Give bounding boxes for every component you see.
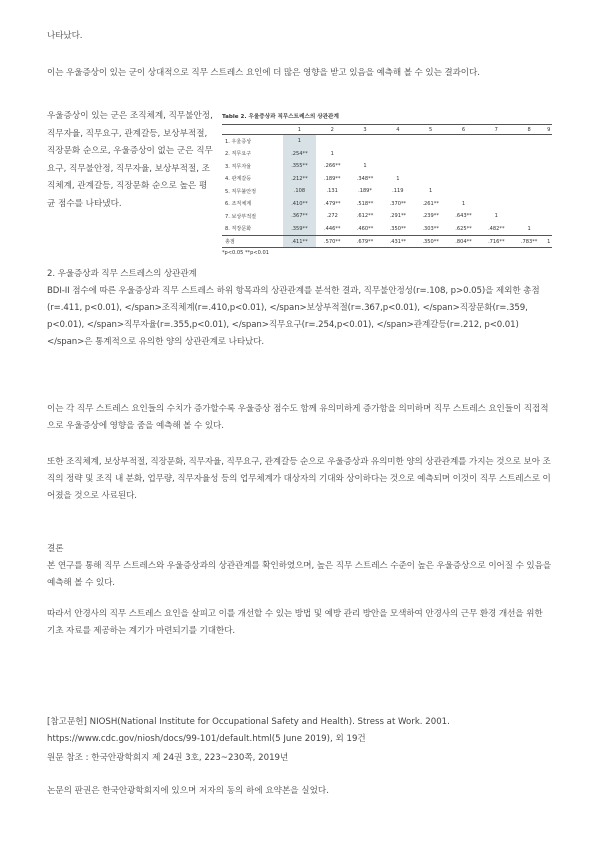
table-cell: .482** xyxy=(488,225,505,232)
table-cell: .370** xyxy=(389,200,407,207)
table-cell xyxy=(414,148,447,161)
table-cell xyxy=(546,160,553,173)
section-heading-conclusion: 결론 xyxy=(47,544,64,554)
table-cell: .804** xyxy=(447,236,480,248)
table-row-label: 1. 우울증상 xyxy=(225,138,252,145)
paragraph-result-summary: 이는 우울증상이 있는 군이 상대적으로 직무 스트레스 요인에 더 많은 영향을 받고 있음을 예측해 볼 수 있는 결과이다. xyxy=(47,68,480,78)
table-header-cell: 5 xyxy=(414,125,447,135)
table-header-cell xyxy=(222,125,283,135)
correlation-table xyxy=(222,124,552,248)
table-cell xyxy=(513,173,546,186)
table-header-cell: 8 xyxy=(513,125,546,135)
table-cell xyxy=(447,173,480,186)
table-cell xyxy=(513,160,546,173)
table-header-cell: 3 xyxy=(349,125,382,135)
table-cell xyxy=(381,160,414,173)
table-cell: .612** xyxy=(356,213,374,220)
table-row xyxy=(222,173,552,186)
table-cell: .272 xyxy=(326,213,338,220)
table-cell: 1 xyxy=(283,135,316,148)
table-cell xyxy=(414,135,447,148)
correlation-table-figure xyxy=(222,112,552,256)
table-cell: 1 xyxy=(494,213,498,220)
table-cell: .716** xyxy=(480,236,513,248)
table-cell: .783** xyxy=(513,236,546,248)
table-cell xyxy=(349,148,382,161)
table-cell: .431** xyxy=(381,236,414,248)
table-header-cell: 1 xyxy=(283,125,316,135)
table-cell: .460** xyxy=(356,225,374,232)
table-cell: .348** xyxy=(356,175,374,182)
table-row-label: 3. 직무자율 xyxy=(225,163,252,170)
table-cell xyxy=(316,135,349,148)
table-cell: .350** xyxy=(389,225,407,232)
section-heading-correlation: 2. 우울증상과 직무 스트레스의 상관관계 xyxy=(47,269,197,279)
table-row-label: 8. 직장문화 xyxy=(225,226,252,233)
table-cell xyxy=(546,223,553,236)
table-cell xyxy=(513,198,546,211)
table-cell xyxy=(513,185,546,198)
table-cell xyxy=(480,173,513,186)
table-cell: .131 xyxy=(326,188,338,195)
paragraph-conclusion: 본 연구를 통해 직무 스트레스와 우울증상과의 상관관계를 확인하였으며, 높은 직무 스트레스 수준이 높은 우울증상으로 이어질 수 있음을 예측해 볼 수 있다. xyxy=(47,561,552,588)
copyright-notice: 논문의 판권은 한국안광학회지에 있으며 저자의 동의 하에 요약본을 실었다. xyxy=(47,786,329,796)
table-cell: .410** xyxy=(283,198,316,211)
table-row-label: 총점 xyxy=(222,236,283,248)
table-header-row xyxy=(222,125,552,135)
table-cell xyxy=(414,160,447,173)
table-cell: 1 xyxy=(546,236,553,248)
table-cell: .108 xyxy=(283,185,316,198)
table-cell xyxy=(546,198,553,211)
table-note: *p<0.05 **p<0.01 xyxy=(222,250,269,256)
table-row xyxy=(222,236,552,248)
table-cell: .350** xyxy=(414,236,447,248)
source-reference: 원문 참조 : 한국안광학회지 제 24권 3호, 223~230쪽, 2019년 xyxy=(47,753,289,763)
table-header-cell: 7 xyxy=(480,125,513,135)
table-cell: 1 xyxy=(330,150,334,157)
table-cell xyxy=(546,185,553,198)
table-row-label: 2. 직무요구 xyxy=(225,151,252,158)
table-cell: .119 xyxy=(392,188,404,195)
table-row xyxy=(222,198,552,211)
table-row-label: 7. 보상부적절 xyxy=(225,213,257,220)
paragraph-interpretation: 이는 각 직무 스트레스 요인들의 수치가 증가할수록 우울증상 점수도 함께 유의미하게 증가함을 의미하며 직무 스트레스 요인들이 직접적으로 우울증상에 영향을 줌을 예측해 볼 수 있다. xyxy=(47,404,549,431)
table-cell xyxy=(480,185,513,198)
table-cell: 1 xyxy=(527,225,531,232)
table-cell xyxy=(480,148,513,161)
table-cell: .367** xyxy=(283,210,316,223)
table-cell xyxy=(480,160,513,173)
table-row xyxy=(222,148,552,161)
paragraph-intro-end: 나타났다. xyxy=(47,31,83,41)
table-cell xyxy=(546,135,553,148)
table-cell: .189** xyxy=(324,175,341,182)
table-cell: .411** xyxy=(283,236,316,248)
table-cell: .239** xyxy=(422,213,439,220)
table-cell: 1 xyxy=(461,200,466,207)
table-cell: 1 xyxy=(429,188,433,195)
table-cell: .212** xyxy=(283,173,316,186)
table-cell xyxy=(546,173,553,186)
table-cell: .254** xyxy=(283,148,316,161)
table-cell: .625** xyxy=(455,225,472,232)
table-row-label: 6. 조직체계 xyxy=(225,201,252,208)
table-row xyxy=(222,135,552,148)
table-cell xyxy=(546,210,553,223)
table-cell: 1 xyxy=(396,175,400,182)
table-cell xyxy=(480,135,513,148)
table-cell: .189* xyxy=(358,188,372,195)
table-row xyxy=(222,210,552,223)
table-cell: 1 xyxy=(363,163,367,170)
table-row-label: 4. 관계갈등 xyxy=(225,176,252,183)
table-cell xyxy=(447,160,480,173)
table-cell xyxy=(546,148,553,161)
table-cell: .479** xyxy=(324,200,341,207)
table-cell: .303** xyxy=(422,225,439,232)
table-cell: .355** xyxy=(283,160,316,173)
table-cell xyxy=(381,148,414,161)
table-cell xyxy=(414,173,447,186)
paragraph-mean-scores: 우울증상이 있는 군은 조직체계, 직무불안정, 직무자율, 직무요구, 관계갈등, 보상부적절, 직장문화 순으로, 우울증상이 없는 군은 직무요구, 직무불안정, 직무자율, 보상부적절, 조직체계, 관계갈등, 직장문화 순으로 높은 평균 점수를 나타냈다. xyxy=(47,111,213,209)
table-row xyxy=(222,223,552,236)
table-cell: .446** xyxy=(324,225,341,232)
table-cell: .261** xyxy=(422,200,439,207)
table-cell: .679** xyxy=(349,236,382,248)
table-cell: .291** xyxy=(389,213,407,220)
table-cell xyxy=(447,148,480,161)
table-cell xyxy=(381,135,414,148)
table-cell: .570** xyxy=(316,236,349,248)
table-cell xyxy=(513,148,546,161)
table-row-label: 5. 직무불안정 xyxy=(225,188,257,195)
table-header-cell: 6 xyxy=(447,125,480,135)
table-cell: .266** xyxy=(324,163,341,170)
table-cell: .518** xyxy=(356,200,374,207)
table-header-cell: 4 xyxy=(381,125,414,135)
table-cell xyxy=(447,185,480,198)
table-row xyxy=(222,160,552,173)
table-cell: .359** xyxy=(283,223,316,236)
table-header-cell: 9 xyxy=(547,126,551,133)
paragraph-ranking: 또한 조직체계, 보상부적절, 직장문화, 직무자율, 직무요구, 관계갈등 순으로 우울증상과 유의미한 양의 상관관계를 가지는 것으로 보아 조직의 정략 및 조직 내 분화, 업무량, 직무자율성 등의 업무체계가 대상자의 기대와 상이하다는 것으로 예측되며 이것이 직무 스트레스로 이어졌을 것으로 사료된다. xyxy=(47,457,551,501)
table-cell xyxy=(513,210,546,223)
table-cell xyxy=(447,135,480,148)
table-header-cell: 2 xyxy=(316,125,349,135)
paragraph-expectation: 따라서 안경사의 직무 스트레스 요인을 살피고 이를 개선할 수 있는 방법 및 예방 관리 방안을 모색하여 안경사의 근무 환경 개선을 위한 기초 자료를 제공하는 계기가 마련되기를 기대한다. xyxy=(47,609,543,636)
table-row xyxy=(222,185,552,198)
paragraph-correlation-analysis: BDI-II 점수에 따른 우울증상과 직무 스트레스 하위 항목과의 상관관계를 분석한 결과, 직무불안정성(r=.108, p>0.05)을 제외한 총점(r=.411, p<0.01), </span>조직체계(r=.410,p<0.01), </span>보상부적절(r=.367,p<0.01), </span>직장문화(r=.359, p<0.01), </span>직무자율(r=.355,p<0.01), </span>직무요구(r=.254,p<0.01), </span>관계갈등(r=.212, p<0.01)</span>은 통계적으로 유의한 양의 상관관계로 나타났다. xyxy=(47,286,540,347)
table-cell xyxy=(480,198,513,211)
table-cell xyxy=(513,135,546,148)
reference-citation: [참고문헌] NIOSH(National Institute for Occupational Safety and Health). Stress at Work. 2001. https://www.cdc.gov/niosh/docs/99-101/default.html(5 June 2019), 외 19건 xyxy=(47,717,450,744)
table-cell: .643** xyxy=(455,213,472,220)
table-title: Table 2. 우울증상과 직무스트레스의 상관관계 xyxy=(222,114,339,120)
table-cell xyxy=(349,135,382,148)
